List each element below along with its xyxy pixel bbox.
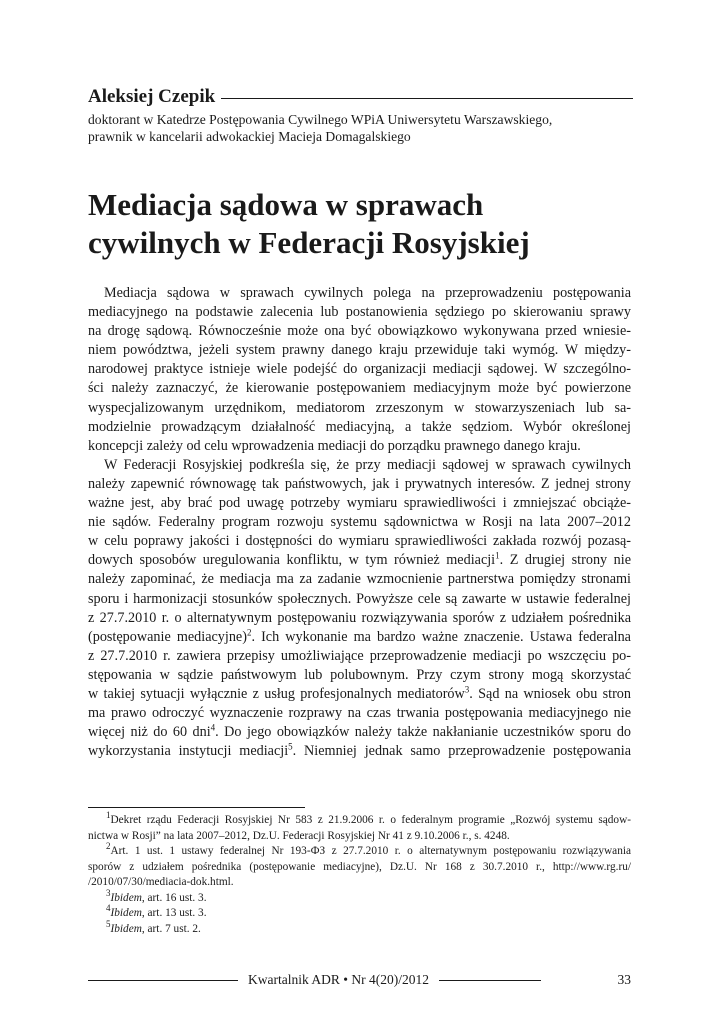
body-line: ści należy zaznaczyć, że kierowanie postępowaniem mediacyjnym może być powierzone [88, 380, 631, 397]
footnote-3: $^3$Ibidem, art. 16 ust. 3. [106, 887, 207, 904]
body-line: należy zapominać, że mediacja ma za zadanie wzmocnienie partnerstwa pomiędzy stronami [88, 571, 631, 588]
footnote-ref-5[interactable]: 5 [288, 741, 293, 752]
author-row [88, 86, 633, 108]
title-line: cywilnych w Federacji Rosyjskiej [88, 225, 530, 260]
journal-name: Kwartalnik ADR • Nr 4(20)/2012 [248, 972, 429, 987]
footnote-5: $^5$Ibidem, art. 7 ust. 2. [106, 918, 201, 935]
affiliation-line: prawnik w kancelarii adwokackiej Macieja Domagalskiego [88, 129, 411, 144]
body-line: (postępowanie mediacyjne)$^2$. Ich wykonanie ma bardzo ważne znaczenie. Ustawa federalna [88, 626, 631, 645]
affiliation-line: doktorant w Katedrze Postępowania Cywilnego WPiA Uniwersytetu Warszawskiego, [88, 112, 553, 127]
body-line: na drogę sądową. Równocześnie może ona być obowiązkowo wykonywana przed wniesie- [88, 323, 631, 340]
footer-rule-right [439, 980, 541, 981]
footnotes [88, 810, 631, 937]
body-line: mediacyjnego na podstawie zalecenia lub postanowienia sędziego po skierowaniu sprawy [88, 304, 631, 321]
footer-rule-left [88, 980, 238, 981]
footnote-1-cont: nictwa w Rosji” na lata 2007–2012, Dz.U. Federacji Rosyjskiej Nr 41 z 9.10.2006 r., s. 4248. [88, 829, 510, 842]
body-line: ma prawo odroczyć wyznaczenie rozprawy na czas trwania postępowania mediacyjnego nie [88, 705, 631, 722]
title-line: Mediacja sądowa w sprawach [88, 187, 484, 222]
footnote-ref-4[interactable]: 4 [210, 722, 216, 733]
body-line: stępowania w sądzie państwowym lub polubownym. Przy czym strony mogą skorzystać [88, 666, 631, 683]
author-name: Aleksiej Czepik [88, 86, 216, 107]
author-affiliation [88, 111, 633, 145]
body-line: modzielnie prowadzącym działalność mediacyjną, a także sędziom. Wybór określonej [88, 418, 631, 435]
footnote-2-cont: sporów z udziałem pośrednika (postępowanie mediacyjne), Dz.U. Nr 168 z 30.7.2010 r., http://www.rg.ru/ [88, 860, 631, 873]
body-line: W Federacji Rosyjskiej podkreśla się, że przy mediacji sądowej w sprawach cywilnych [104, 456, 631, 473]
footnote-separator [88, 807, 305, 808]
author-block [88, 86, 633, 145]
body-line: z 27.7.2010 r. o alternatywnym postępowaniu rozwiązywania sporów z udziałem pośrednika [88, 609, 631, 626]
body-line: koncepcji zależy od celu wprowadzenia mediacji do porządku prawnego danego kraju. [88, 437, 581, 454]
body-line: ważne jest, aby brać pod uwagę potrzeby wymiaru sprawiedliwości i zmniejszać obciąże- [88, 495, 631, 512]
body-line: narodowej praktyce istnieje wiele podejść do organizacji mediacji sądowej. W szczególno- [88, 361, 631, 378]
article-body [88, 284, 631, 761]
author-rule [221, 98, 633, 99]
page-footer [88, 970, 631, 990]
body-line: sporu i harmonizacji stosunków społecznych. Powyższe cele są zawarte w ustawie federalnej [88, 590, 631, 607]
body-line: nie sądów. Federalny program rozwoju systemu sądownictwa w Rosji na lata 2007–2012 [88, 514, 631, 531]
body-line: należy zapewnić równowagę tak państwowych, jak i prywatnych interesów. Z jednej strony [88, 475, 631, 492]
footnote-ref-3[interactable]: 3 [464, 684, 470, 695]
footnote-ref-1[interactable]: 1 [495, 550, 500, 561]
body-line: dowych sposobów uregulowania konfliktu, w tym również mediacji$^1$. Z drugiej strony nie [88, 550, 632, 569]
footnote-ref-2[interactable]: 2 [246, 626, 252, 637]
body-line: z 27.7.2010 r. zawiera przepisy umożliwiające przeprowadzenie mediacji po wszczęciu po- [88, 647, 631, 664]
body-line: w takiej sytuacji wyłącznie z usług profesjonalnych mediatorów$^3$. Sąd na wniosek obu stron [88, 684, 631, 702]
article-title [88, 186, 648, 262]
footnote-1: $^1$Dekret rządu Federacji Rosyjskiej Nr 583 z 21.9.2006 r. o federalnym programie „Rozwój systemu sądow- [106, 810, 631, 826]
body-line: w celu poprawy jakości i dostępności do wymiaru sprawiedliwości zakłada rozwój pozasą- [88, 533, 631, 550]
footnote-2-url-end[interactable]: /2010/07/30/mediacia-dok.html. [88, 876, 234, 888]
page-number: 33 [617, 972, 631, 987]
body-line: niem powództwa, jeżeli system prawny danego kraju przewiduje taki wymóg. W między- [88, 342, 631, 359]
body-line: wykorzystania instytucji mediacji$^5$. Niemniej jednak samo przeprowadzenie postępowania [88, 741, 631, 760]
body-line: wyspecjalizowanym urzędnikom, mediatorom zrzeszonym w stowarzyszeniach lub sa- [88, 399, 631, 416]
body-line: Mediacja sądowa w sprawach cywilnych polega na przeprowadzeniu postępowania [104, 285, 631, 301]
body-line: więcej niż do 60 dni$^4$. Do jego obowiązków należy także nakłanianie uczestników sporu do [88, 722, 632, 741]
footnote-2: $^2$Art. 1 ust. 1 ustawy federalnej Nr 193-ФЗ z 27.7.2010 r. o alternatywnym postępowaniu rozwiązywania [106, 841, 631, 857]
footnote-4: $^4$Ibidem, art. 13 ust. 3. [106, 903, 207, 919]
